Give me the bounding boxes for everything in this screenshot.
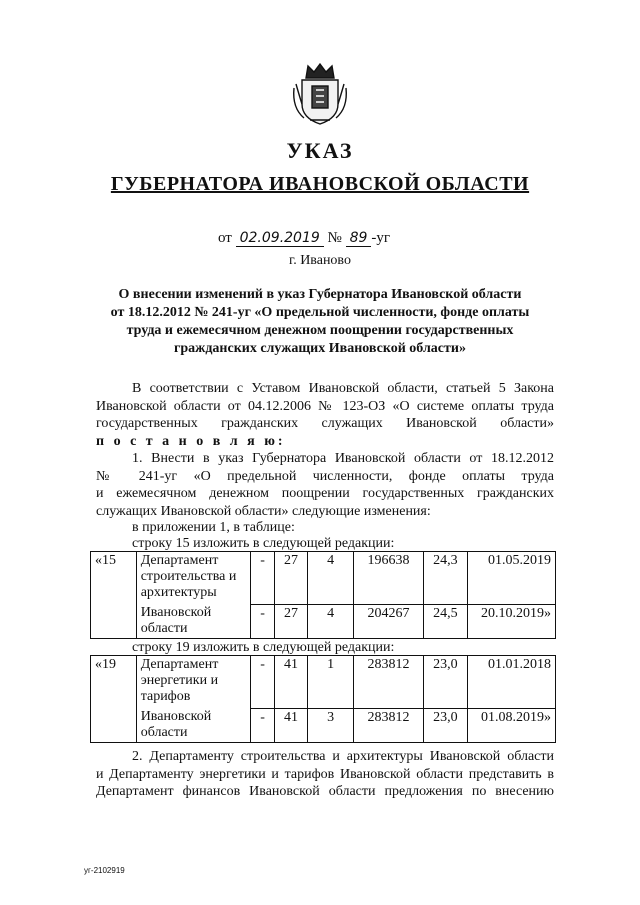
table-row-19 <box>90 655 556 743</box>
table-cell: 20.10.2019» <box>467 604 555 639</box>
table-cell: - <box>251 552 274 605</box>
table-cell: 41 <box>274 656 308 709</box>
item1-line: служащих Ивановской области» следующие изменения: <box>96 503 431 519</box>
preamble-line: Ивановской области от 04.12.2006 № 123-ОЗ «О системе оплаты труда <box>96 398 554 414</box>
item1-line: и ежемесячном денежном поощрении государственных гражданских <box>96 486 554 501</box>
subject-heading <box>0 286 640 358</box>
decree-date: 02.09.2019 <box>236 230 324 247</box>
item2-paragraph <box>96 748 554 801</box>
subject-line: от 18.12.2012 № 241-уг «О предельной численности, фонде оплаты <box>110 305 530 320</box>
table-cell: 196638 <box>353 552 423 605</box>
subject-line: О внесении изменений в указ Губернатора Ивановской области <box>118 287 522 302</box>
department-name-line: Ивановской <box>140 605 212 620</box>
table-cell: - <box>251 656 274 709</box>
department-name-line: тарифов <box>140 689 191 704</box>
table-cell: 4 <box>308 552 354 605</box>
subject-line: гражданских служащих Ивановской области» <box>174 341 466 356</box>
footer-code: уг-2102919 <box>84 866 125 875</box>
department-name-line: энергетики и <box>140 673 219 688</box>
table-cell: 41 <box>274 708 308 743</box>
table-row-15 <box>90 551 556 639</box>
department-name-line: области <box>140 621 188 636</box>
department-name-line: Департамент <box>140 553 219 568</box>
row15-intro: строку 15 изложить в следующей редакции: <box>132 536 395 551</box>
table-cell: 01.08.2019» <box>467 708 555 743</box>
number-prefix: № <box>327 230 342 246</box>
department-name-line: строительства и <box>140 569 237 584</box>
table-cell: 01.05.2019 <box>467 552 555 605</box>
table-row <box>91 656 556 709</box>
item2-line: Департамент финансов Ивановской области предложения по внесению <box>96 784 554 799</box>
decree-number: 89 <box>346 230 372 247</box>
table-cell: - <box>251 708 274 743</box>
table-cell: 283812 <box>353 708 423 743</box>
table-cell: 27 <box>274 552 308 605</box>
row-number-cell: «19 <box>91 656 137 743</box>
table-row <box>91 552 556 605</box>
department-name-line: архитектуры <box>140 585 217 600</box>
table-cell: 204267 <box>353 604 423 639</box>
table-row <box>91 604 556 639</box>
table-cell: 24,5 <box>423 604 467 639</box>
preamble-paragraph <box>96 380 554 450</box>
issuer-title: ГУБЕРНАТОРА ИВАНОВСКОЙ ОБЛАСТИ <box>110 173 530 195</box>
table-cell: 23,0 <box>423 708 467 743</box>
item2-line: и Департаменту энергетики и тарифов Ивановской области представить в <box>96 766 554 782</box>
document-type-title: УКАЗ <box>286 138 354 163</box>
ivanovo-coat-of-arms-icon <box>290 58 350 128</box>
number-suffix: -уг <box>371 230 391 246</box>
table-cell: 3 <box>308 708 354 743</box>
date-prefix: от <box>218 230 232 246</box>
table-cell: 23,0 <box>423 656 467 709</box>
table-row <box>91 708 556 743</box>
item2-line: 2. Департаменту строительства и архитектуры Ивановской области <box>132 749 554 764</box>
department-name-cell <box>136 604 251 639</box>
row-number-cell: «15 <box>91 552 137 639</box>
table-cell: 24,3 <box>423 552 467 605</box>
department-name-line: Ивановской <box>140 709 212 724</box>
table-cell: 01.01.2018 <box>467 656 555 709</box>
table-cell: 27 <box>274 604 308 639</box>
department-name-line: области <box>140 725 188 740</box>
date-number-line <box>218 230 390 247</box>
row19-intro: строку 19 изложить в следующей редакции: <box>132 640 395 655</box>
department-name-cell <box>136 552 251 605</box>
city: г. Иваново <box>289 253 351 268</box>
table-cell: 1 <box>308 656 354 709</box>
item1-line: 1. Внести в указ Губернатора Ивановской области от 18.12.2012 <box>132 451 554 466</box>
decree-word: п о с т а н о в л я ю: <box>96 433 286 449</box>
table-cell: 283812 <box>353 656 423 709</box>
item1-line: № 241-уг «О предельной численности, фонде оплаты труда <box>96 468 554 484</box>
item1-paragraph <box>96 450 554 520</box>
table-cell: 4 <box>308 604 354 639</box>
preamble-line: В соответствии с Уставом Ивановской области, статьей 5 Закона <box>132 381 554 396</box>
table-cell: - <box>251 604 274 639</box>
appendix-line: в приложении 1, в таблице: <box>132 520 295 535</box>
preamble-line: государственных гражданских служащих Ивановской области» <box>96 416 554 431</box>
department-name-cell <box>136 656 251 709</box>
department-name-line: Департамент <box>140 657 219 672</box>
department-name-cell <box>136 708 251 743</box>
subject-line: труда и ежемесячном денежном поощрении государственных <box>126 323 514 338</box>
